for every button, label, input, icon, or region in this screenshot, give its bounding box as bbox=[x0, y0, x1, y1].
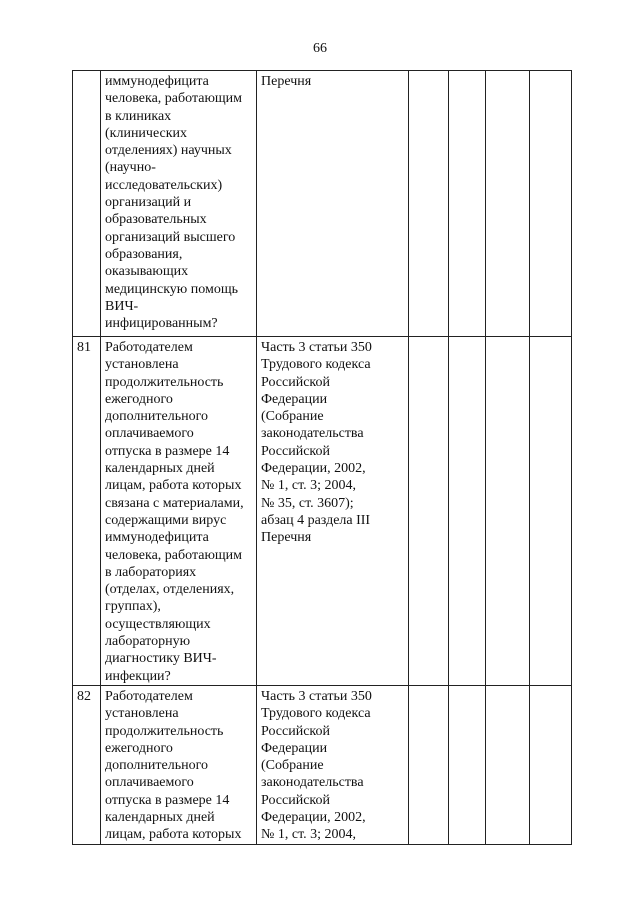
answer-cell-yes bbox=[409, 71, 449, 337]
answer-cell-not-applicable bbox=[486, 71, 530, 337]
answer-cell-not-applicable bbox=[486, 685, 530, 844]
question-cell: Работодателем установлена продолжительность ежегодного дополнительного оплачиваемого отпуска в размере 14 календарных дней лицам, работа которых связана с материалами, содержащими вирус иммунодефицита человека, работающим в лабораториях (отделах, отделениях, группах), осуществляющих лабораторную диагностику ВИЧ- инфекции? bbox=[101, 337, 257, 686]
answer-cell-no bbox=[449, 337, 486, 686]
notes-cell bbox=[530, 71, 572, 337]
answer-cell-yes bbox=[409, 685, 449, 844]
table-row bbox=[73, 685, 572, 844]
row-number-cell: 82 bbox=[73, 685, 101, 844]
legal-reference-cell: Перечня bbox=[257, 71, 409, 337]
legal-reference-cell: Часть 3 статьи 350 Трудового кодекса Российской Федерации (Собрание законодательства Российской Федерации, 2002, № 1, ст. 3; 2004, № 35, ст. 3607); абзац 4 раздела III Перечня bbox=[257, 337, 409, 686]
legal-reference-cell: Часть 3 статьи 350 Трудового кодекса Российской Федерации (Собрание законодательства Российской Федерации, 2002, № 1, ст. 3; 2004, bbox=[257, 685, 409, 844]
answer-cell-no bbox=[449, 71, 486, 337]
question-cell: иммунодефицита человека, работающим в клиниках (клинических отделениях) научных (научно- исследовательских) организаций и образовательных организаций высшего образования, оказывающих медицинскую помощь ВИЧ- инфицированным? bbox=[101, 71, 257, 337]
table-row bbox=[73, 337, 572, 686]
question-cell: Работодателем установлена продолжительность ежегодного дополнительного оплачиваемого отпуска в размере 14 календарных дней лицам, работа которых bbox=[101, 685, 257, 844]
answer-cell-yes bbox=[409, 337, 449, 686]
page-number: 66 bbox=[313, 41, 327, 56]
table-row bbox=[73, 71, 572, 337]
notes-cell bbox=[530, 685, 572, 844]
checklist-table bbox=[72, 70, 572, 845]
row-number-cell bbox=[73, 71, 101, 337]
row-number-cell: 81 bbox=[73, 337, 101, 686]
answer-cell-not-applicable bbox=[486, 337, 530, 686]
notes-cell bbox=[530, 337, 572, 686]
answer-cell-no bbox=[449, 685, 486, 844]
